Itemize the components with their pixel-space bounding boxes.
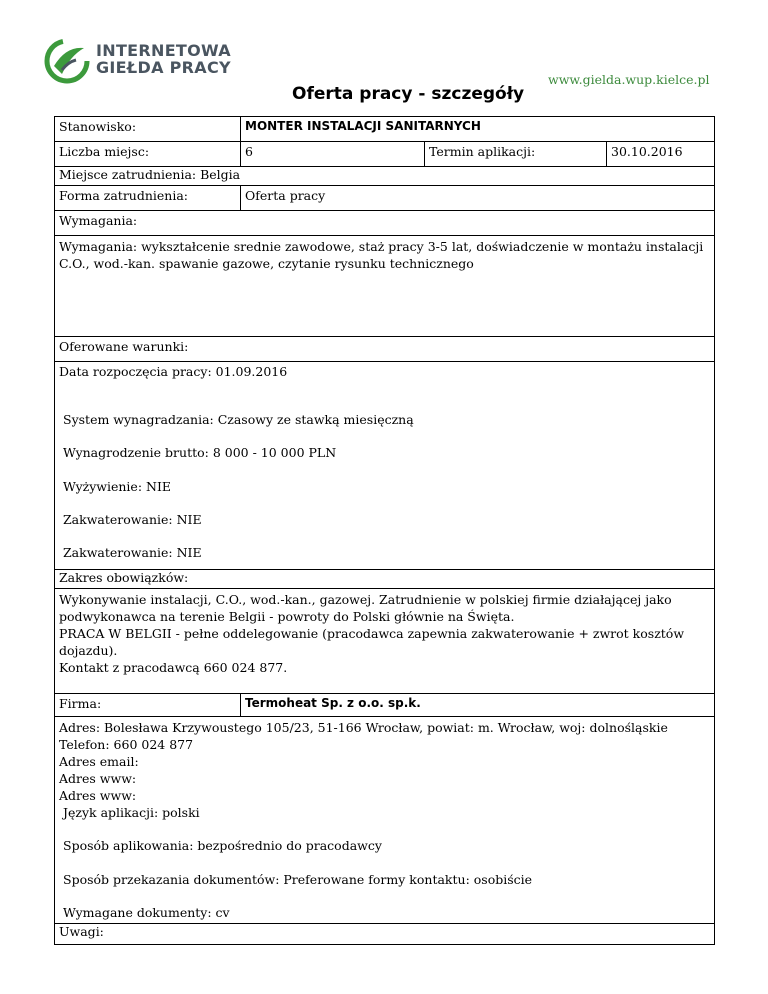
row-miejsce [55, 167, 714, 186]
row-firma-details [55, 717, 714, 924]
liczba-value: 6 [241, 142, 425, 166]
firma-line: Adres www: [59, 771, 137, 786]
row-zakres-label [55, 569, 714, 589]
oferowane-item: Wyżywienie: NIE [63, 479, 172, 494]
oferowane-item: Zakwaterowanie: NIE [63, 545, 202, 560]
firma-line: Adres email: [59, 754, 139, 769]
row-wymagania [55, 236, 714, 337]
firma-line: Telefon: 660 024 877 [59, 737, 194, 752]
logo-line2: GIEŁDA PRACY [96, 58, 231, 77]
row-liczba [55, 142, 714, 167]
row-forma [55, 186, 714, 211]
page-title: Oferta pracy - szczegóły [292, 84, 525, 104]
forma-value: Oferta pracy [245, 188, 326, 203]
firma-value: Termoheat Sp. z o.o. sp.k. [245, 696, 421, 710]
row-oferowane-label [55, 337, 714, 362]
site-url[interactable]: www.gielda.wup.kielce.pl [548, 72, 710, 87]
stanowisko-value: MONTER INSTALACJI SANITARNYCH [245, 119, 481, 133]
logo-line1: INTERNETOWA [96, 41, 231, 60]
wymagania-label: Wymagania: [59, 213, 138, 228]
termin-value: 30.10.2016 [611, 144, 683, 159]
offer-table [54, 116, 715, 945]
zakres-label: Zakres obowiązków: [59, 570, 189, 585]
row-oferowane [55, 362, 714, 569]
row-zakres [55, 589, 714, 694]
row-wymagania-label [55, 211, 714, 236]
termin-label: Termin aplikacji: [425, 142, 607, 166]
firma-details [55, 717, 714, 923]
firma-item: Język aplikacji: polski [63, 805, 200, 820]
oferowane-block [55, 362, 714, 569]
uwagi-label: Uwagi: [59, 924, 104, 939]
firma-item: Sposób przekazania dokumentów: Preferowane formy kontaktu: osobiście [63, 872, 533, 887]
row-uwagi [55, 924, 714, 944]
zakres-text: Wykonywanie instalacji, C.O., wod.-kan., gazowej. Zatrudnienie w polskiej firmie działającej jako podwykonawca na terenie Belgii - powroty do Polski głównie na Święta. PRACA W BELGII - pełne oddelegowanie (pracodawca zapewnia zakwaterowanie + zwrot kosztów dojazdu). Kontakt z pracodawcą 660 024 877. [59, 592, 685, 675]
wymagania-text: Wymagania: wykształcenie srednie zawodowe, staż pracy 3-5 lat, doświadczenie w montażu instalacji C.O., wod.-kan. spawanie gazowe, czytanie rysunku technicznego [59, 239, 704, 271]
logo-text [96, 42, 231, 76]
start-date: Data rozpoczęcia pracy: 01.09.2016 [59, 364, 288, 379]
stanowisko-label: Stanowisko: [55, 117, 241, 141]
row-stanowisko [55, 117, 714, 142]
forma-label: Forma zatrudnienia: [55, 186, 241, 210]
oferowane-label: Oferowane warunki: [59, 339, 189, 354]
firma-line: Adres: Bolesława Krzywoustego 105/23, 51-166 Wrocław, powiat: m. Wrocław, woj: dolnośląskie [59, 720, 668, 735]
oferowane-item: System wynagradzania: Czasowy ze stawką miesięczną [63, 412, 414, 427]
row-firma [55, 694, 714, 717]
liczba-label: Liczba miejsc: [55, 142, 241, 166]
firma-item: Sposób aplikowania: bezpośrednio do pracodawcy [63, 838, 382, 853]
oferowane-item: Wynagrodzenie brutto: 8 000 - 10 000 PLN [63, 445, 337, 460]
firma-label: Firma: [55, 694, 241, 716]
firma-line: Adres www: [59, 788, 137, 803]
oferowane-item: Zakwaterowanie: NIE [63, 512, 202, 527]
firma-item: Wymagane dokumenty: cv [63, 905, 230, 920]
miejsce-value: Miejsce zatrudnienia: Belgia [59, 167, 241, 182]
